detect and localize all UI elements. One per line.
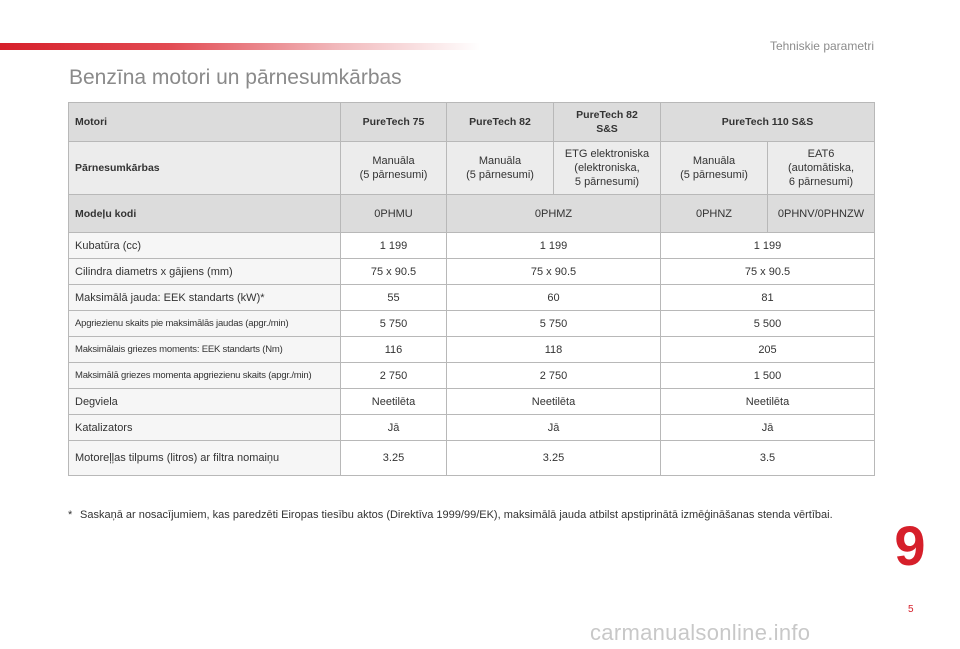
gearbox-cell: Manuāla (5 pārnesumi) — [661, 142, 768, 195]
gearbox-row — [69, 142, 875, 195]
row-value: 75 x 90.5 — [661, 259, 875, 285]
table-row — [69, 389, 875, 415]
footnote-text: Saskaņā ar nosacījumiem, kas paredzēti Eiropas tiesību aktos (Direktīva 1999/99/EK), maksimālā jauda atbilst apstiprinātā izmēģināšanas stenda vērtībai. — [80, 509, 833, 521]
row-value: Neetilēta — [447, 389, 661, 415]
table-row — [69, 441, 875, 476]
row-label: Cilindra diametrs x gājiens (mm) — [69, 259, 341, 285]
gearbox-cell: Manuāla (5 pārnesumi) — [447, 142, 554, 195]
table-row — [69, 363, 875, 389]
row-value: 118 — [447, 337, 661, 363]
row-label: Motoreļļas tilpums (litros) ar filtra nomaiņu — [69, 441, 341, 476]
model-codes-row — [69, 195, 875, 233]
model-code-cell: 0PHNV/0PHNZW — [768, 195, 875, 233]
engine-header: PureTech 82 — [447, 103, 554, 142]
model-code-cell: 0PHMU — [341, 195, 447, 233]
row-value: 205 — [661, 337, 875, 363]
footnote — [68, 508, 868, 523]
gearbox-cell: ETG elektroniska (elektroniska, 5 pārnesumi) — [554, 142, 661, 195]
table-row — [69, 259, 875, 285]
row-value: Jā — [447, 415, 661, 441]
row-value: 2 750 — [341, 363, 447, 389]
row-label: Kubatūra (cc) — [69, 233, 341, 259]
row-value: Jā — [661, 415, 875, 441]
row-value: 116 — [341, 337, 447, 363]
row-label: Maksimālais griezes moments: EEK standarts (Nm) — [69, 337, 341, 363]
row-value: 60 — [447, 285, 661, 311]
row-value: 75 x 90.5 — [447, 259, 661, 285]
table-row — [69, 233, 875, 259]
row-value: Jā — [341, 415, 447, 441]
row-value: 3.5 — [661, 441, 875, 476]
row-value: 55 — [341, 285, 447, 311]
gearbox-cell: Manuāla (5 pārnesumi) — [341, 142, 447, 195]
row-value: 3.25 — [447, 441, 661, 476]
row-value: 3.25 — [341, 441, 447, 476]
engine-header: PureTech 75 — [341, 103, 447, 142]
watermark: carmanualsonline.info — [590, 620, 811, 645]
table-header-row — [69, 103, 875, 142]
row-label: Maksimālā griezes momenta apgriezienu skaits (apgr./min) — [69, 363, 341, 389]
row-value: 5 500 — [661, 311, 875, 337]
row-value: 1 199 — [661, 233, 875, 259]
page-title: Benzīna motori un pārnesumkārbas — [69, 66, 402, 89]
chapter-number: 9 — [894, 514, 926, 577]
table-row — [69, 311, 875, 337]
model-code-cell: 0PHMZ — [447, 195, 661, 233]
engine-spec-table — [68, 102, 875, 476]
model-code-cell: 0PHNZ — [661, 195, 768, 233]
table-row — [69, 415, 875, 441]
row-value: 1 199 — [341, 233, 447, 259]
row-value: 5 750 — [341, 311, 447, 337]
row-value: 75 x 90.5 — [341, 259, 447, 285]
engine-header: PureTech 110 S&S — [661, 103, 875, 142]
row-value: 1 199 — [447, 233, 661, 259]
row-value: Neetilēta — [341, 389, 447, 415]
row-label: Apgriezienu skaits pie maksimālās jaudas (apgr./min) — [69, 311, 341, 337]
row-value: 1 500 — [661, 363, 875, 389]
model-codes-label: Modeļu kodi — [69, 195, 341, 233]
row-value: 2 750 — [447, 363, 661, 389]
engine-header: PureTech 82 S&S — [554, 103, 661, 142]
footnote-marker: * — [68, 509, 73, 521]
row-label: Maksimālā jauda: EEK standarts (kW)* — [69, 285, 341, 311]
row-value: 81 — [661, 285, 875, 311]
header-label: Motori — [69, 103, 341, 142]
row-value: Neetilēta — [661, 389, 875, 415]
table-row — [69, 337, 875, 363]
page-number: 5 — [908, 604, 914, 615]
row-value: 5 750 — [447, 311, 661, 337]
row-label: Degviela — [69, 389, 341, 415]
row-label: Katalizators — [69, 415, 341, 441]
section-name: Tehniskie parametri — [769, 39, 874, 53]
header-accent-bar — [0, 43, 480, 50]
gearbox-label: Pārnesumkārbas — [69, 142, 341, 195]
table-row — [69, 285, 875, 311]
gearbox-cell: EAT6 (automātiska, 6 pārnesumi) — [768, 142, 875, 195]
